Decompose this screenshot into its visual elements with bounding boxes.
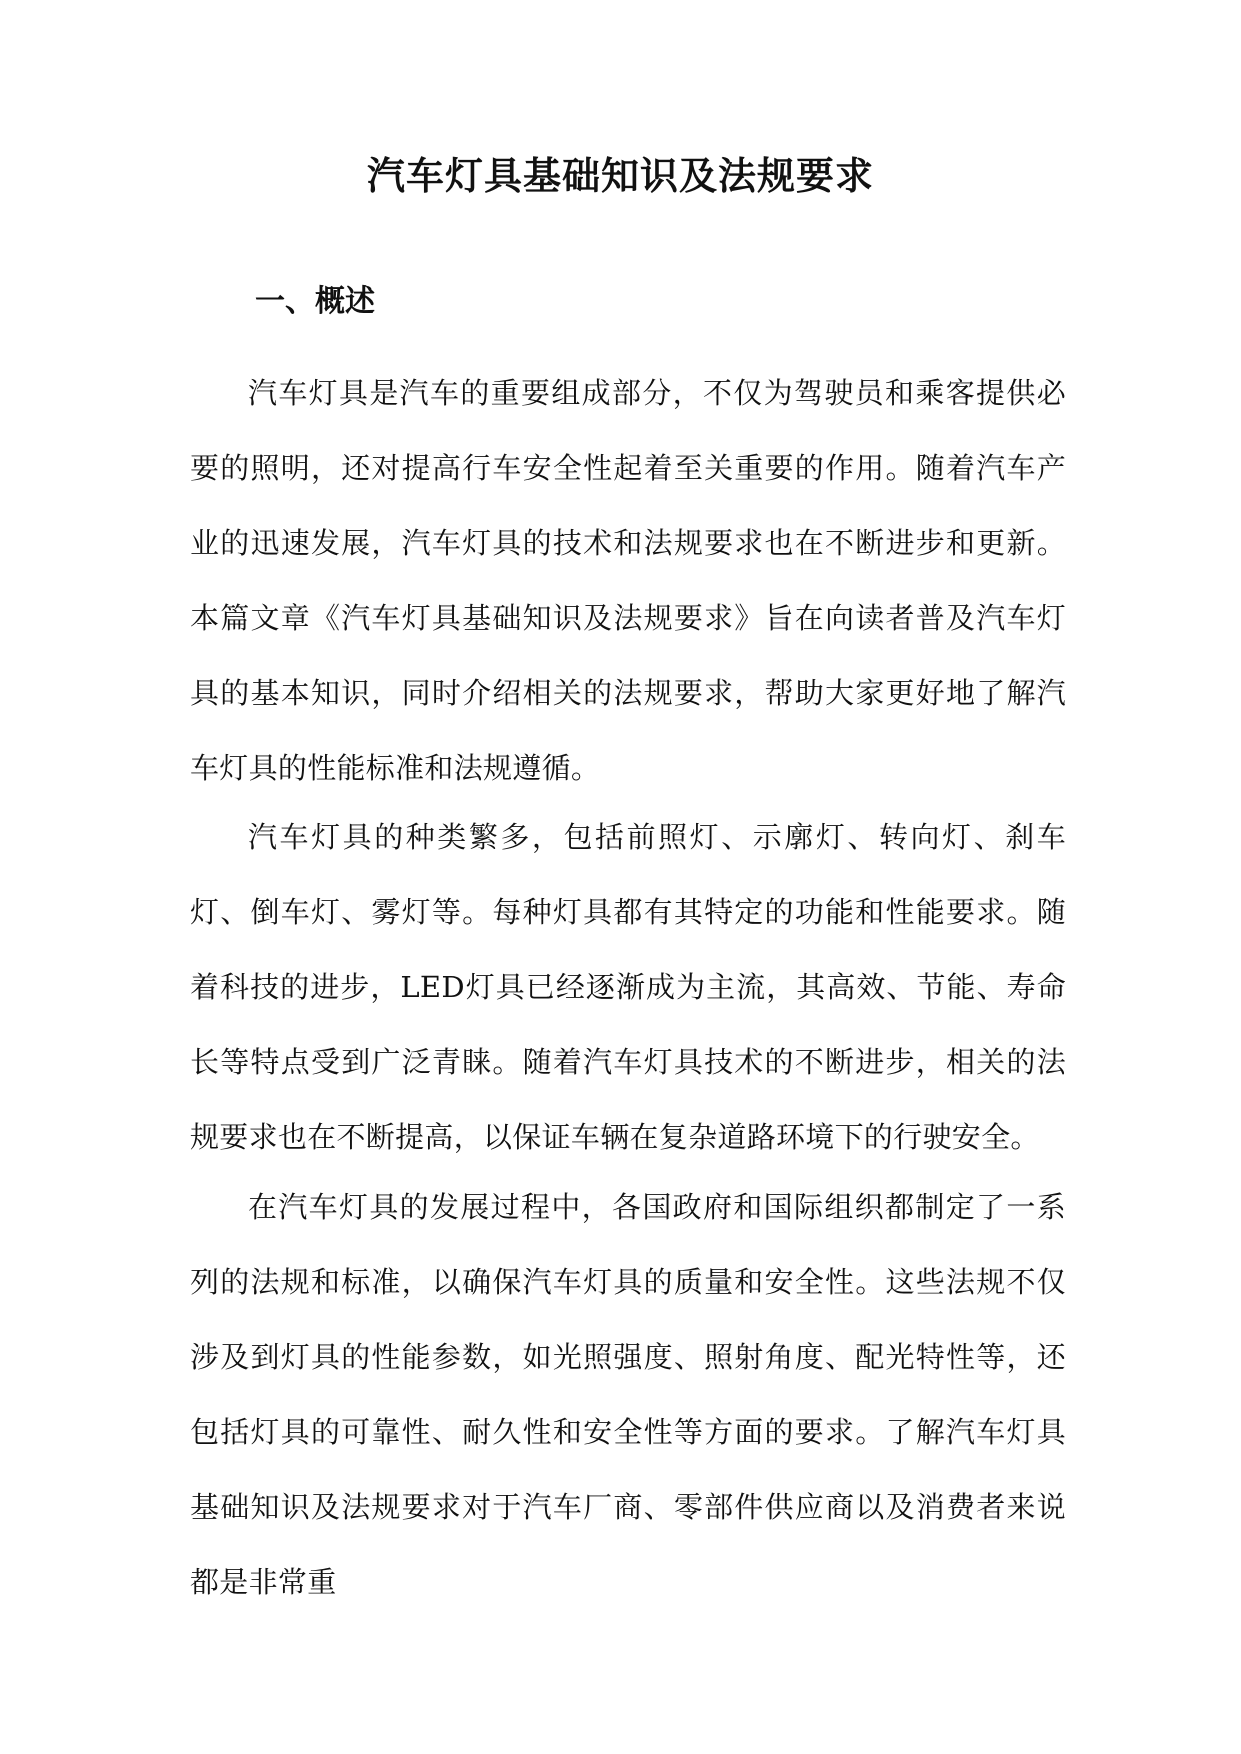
document-title: 汽车灯具基础知识及法规要求 <box>366 153 874 198</box>
section-heading: 一、概述 <box>255 284 375 319</box>
paragraph-overview-1: 汽车灯具是汽车的重要组成部分，不仅为驾驶员和乘客提供必要的照明，还对提高行车安全性起着至关重要的作用。随着汽车产业的迅速发展，汽车灯具的技术和法规要求也在不断进步和更新。本篇文章《汽车灯具基础知识及法规要求》旨在向读者普及汽车灯具的基本知识，同时介绍相关的法规要求，帮助大家更好地了解汽车灯具的性能标准和法规遵循。 <box>190 376 1066 785</box>
paragraph-overview-3: 在汽车灯具的发展过程中，各国政府和国际组织都制定了一系列的法规和标准，以确保汽车灯具的质量和安全性。这些法规不仅涉及到灯具的性能参数，如光照强度、照射角度、配光特性等，还包括灯具的可靠性、耐久性和安全性等方面的要求。了解汽车灯具基础知识及法规要求对于汽车厂商、零部件供应商以及消费者来说都是非常重 <box>190 1190 1066 1599</box>
paragraph-overview-2: 汽车灯具的种类繁多，包括前照灯、示廓灯、转向灯、刹车灯、倒车灯、雾灯等。每种灯具都有其特定的功能和性能要求。随着科技的进步，LED灯具已经逐渐成为主流，其高效、节能、寿命长等特点受到广泛青睐。随着汽车灯具技术的不断进步，相关的法规要求也在不断提高，以保证车辆在复杂道路环境下的行驶安全。 <box>190 820 1066 1154</box>
